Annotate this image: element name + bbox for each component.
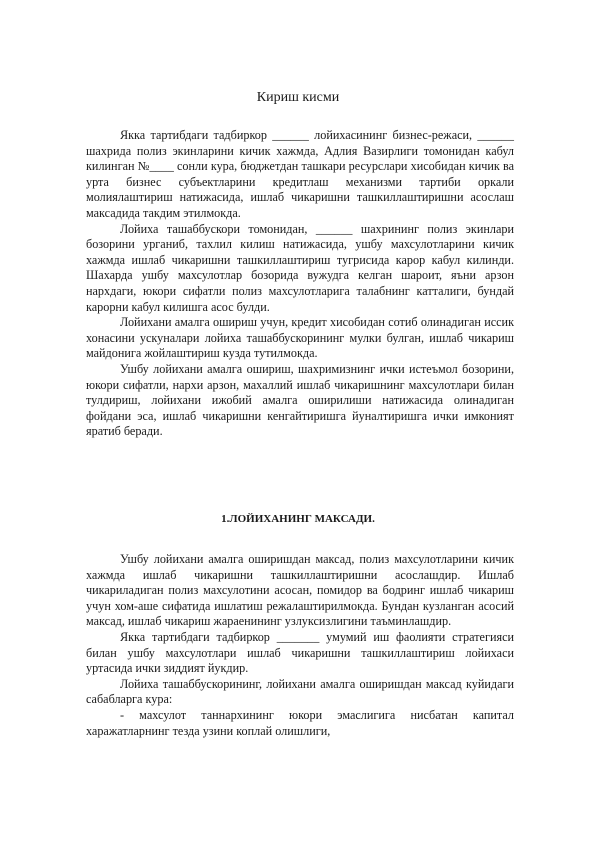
paragraph: Лойихани амалга ошириш учун, кредит хисобидан сотиб олинадиган иссик хонасини ускуналари лойиха ташаббускорининг мулки булган, ишлаб чикариш майдонига жойлаштириш кузда тутилмокда. xyxy=(86,315,514,361)
paragraph: Ушбу лойихани амалга ошириш, шахримизнинг ички истеъмол бозорини, юкори сифатли, нархи арзон, махаллий ишлаб чикаришнинг махсулотлари билан тулдириш, лойихани ижобий амалга оширилиши натижасида олинадиган фойдани эса, ишлаб чикаришни кенгайтиришга йуналтиришга ички имконият яратиб беради. xyxy=(86,361,514,439)
paragraph: - махсулот таннархининг юкори эмаслигига нисбатан капитал харажатларнинг тезда узини коплай олишлиги, xyxy=(86,707,514,738)
paragraph: Якка тартибдаги тадбиркор ______ лойихасининг бизнес-режаси, ______ шахрида полиз экинларини кичик хажмда, Адлия Вазирлиги томонидан кабул килинган №____ сонли кура, бюджетдан ташкари ресурслари хисобидан кичик ва урта бизнес субъектларини кредитлаш механизми тартиби оркали молиялаштириш натижасида, ишлаб чикаришни ташкиллаштиришни асослаш максадида такдим этилмокда. xyxy=(86,128,514,220)
section-heading: 1.ЛОЙИХАНИНГ МАКСАДИ. xyxy=(221,513,375,525)
section-text xyxy=(86,552,514,739)
paragraph: Лойиха ташаббускори томонидан, ______ шахрининг полиз экинлари бозорини урганиб, тахлил килиш натижасида, ушбу махсулотларини кичик хажмда ишлаб чикаришни ташкиллаштириш тугрисида карор кабул килинди. Шахарда ушбу махсулотлар бозорида вужудга келган шароит, яъни арзон нархдаги, юкори сифатли полиз махсулотларига талабнинг катталиги, бундай карорни кабул килишга асос булди. xyxy=(86,221,514,314)
page-title: Кириш кисми xyxy=(256,90,340,105)
paragraph: Якка тартибдаги тадбиркор _______ умумий иш фаолияти стратегияси билан ушбу махсулотлари ишлаб чикаришни ташкиллаштириш лойихаси уртасида ички зиддият йукдир. xyxy=(86,629,514,676)
paragraph: Лойиха ташаббускорининг, лойихани амалга оширишдан максад куйидаги сабабларга кура: xyxy=(86,676,514,707)
intro-text xyxy=(86,128,514,440)
paragraph: Ушбу лойихани амалга оширишдан максад, полиз махсулотларини кичик хажмда ишлаб чикаришни ташкиллаштиришни асослашдир. Ишлаб чикариладиган полиз махсулотини асосан, помидор ва бодринг ишлаб чикариш учун хом-аше сифатида ишлатиш режалаштирилмокда. Бундан кузланган асосий максад, ишлаб чикариш жараенининг узлуксизлигини таъминлашдир. xyxy=(86,552,514,629)
